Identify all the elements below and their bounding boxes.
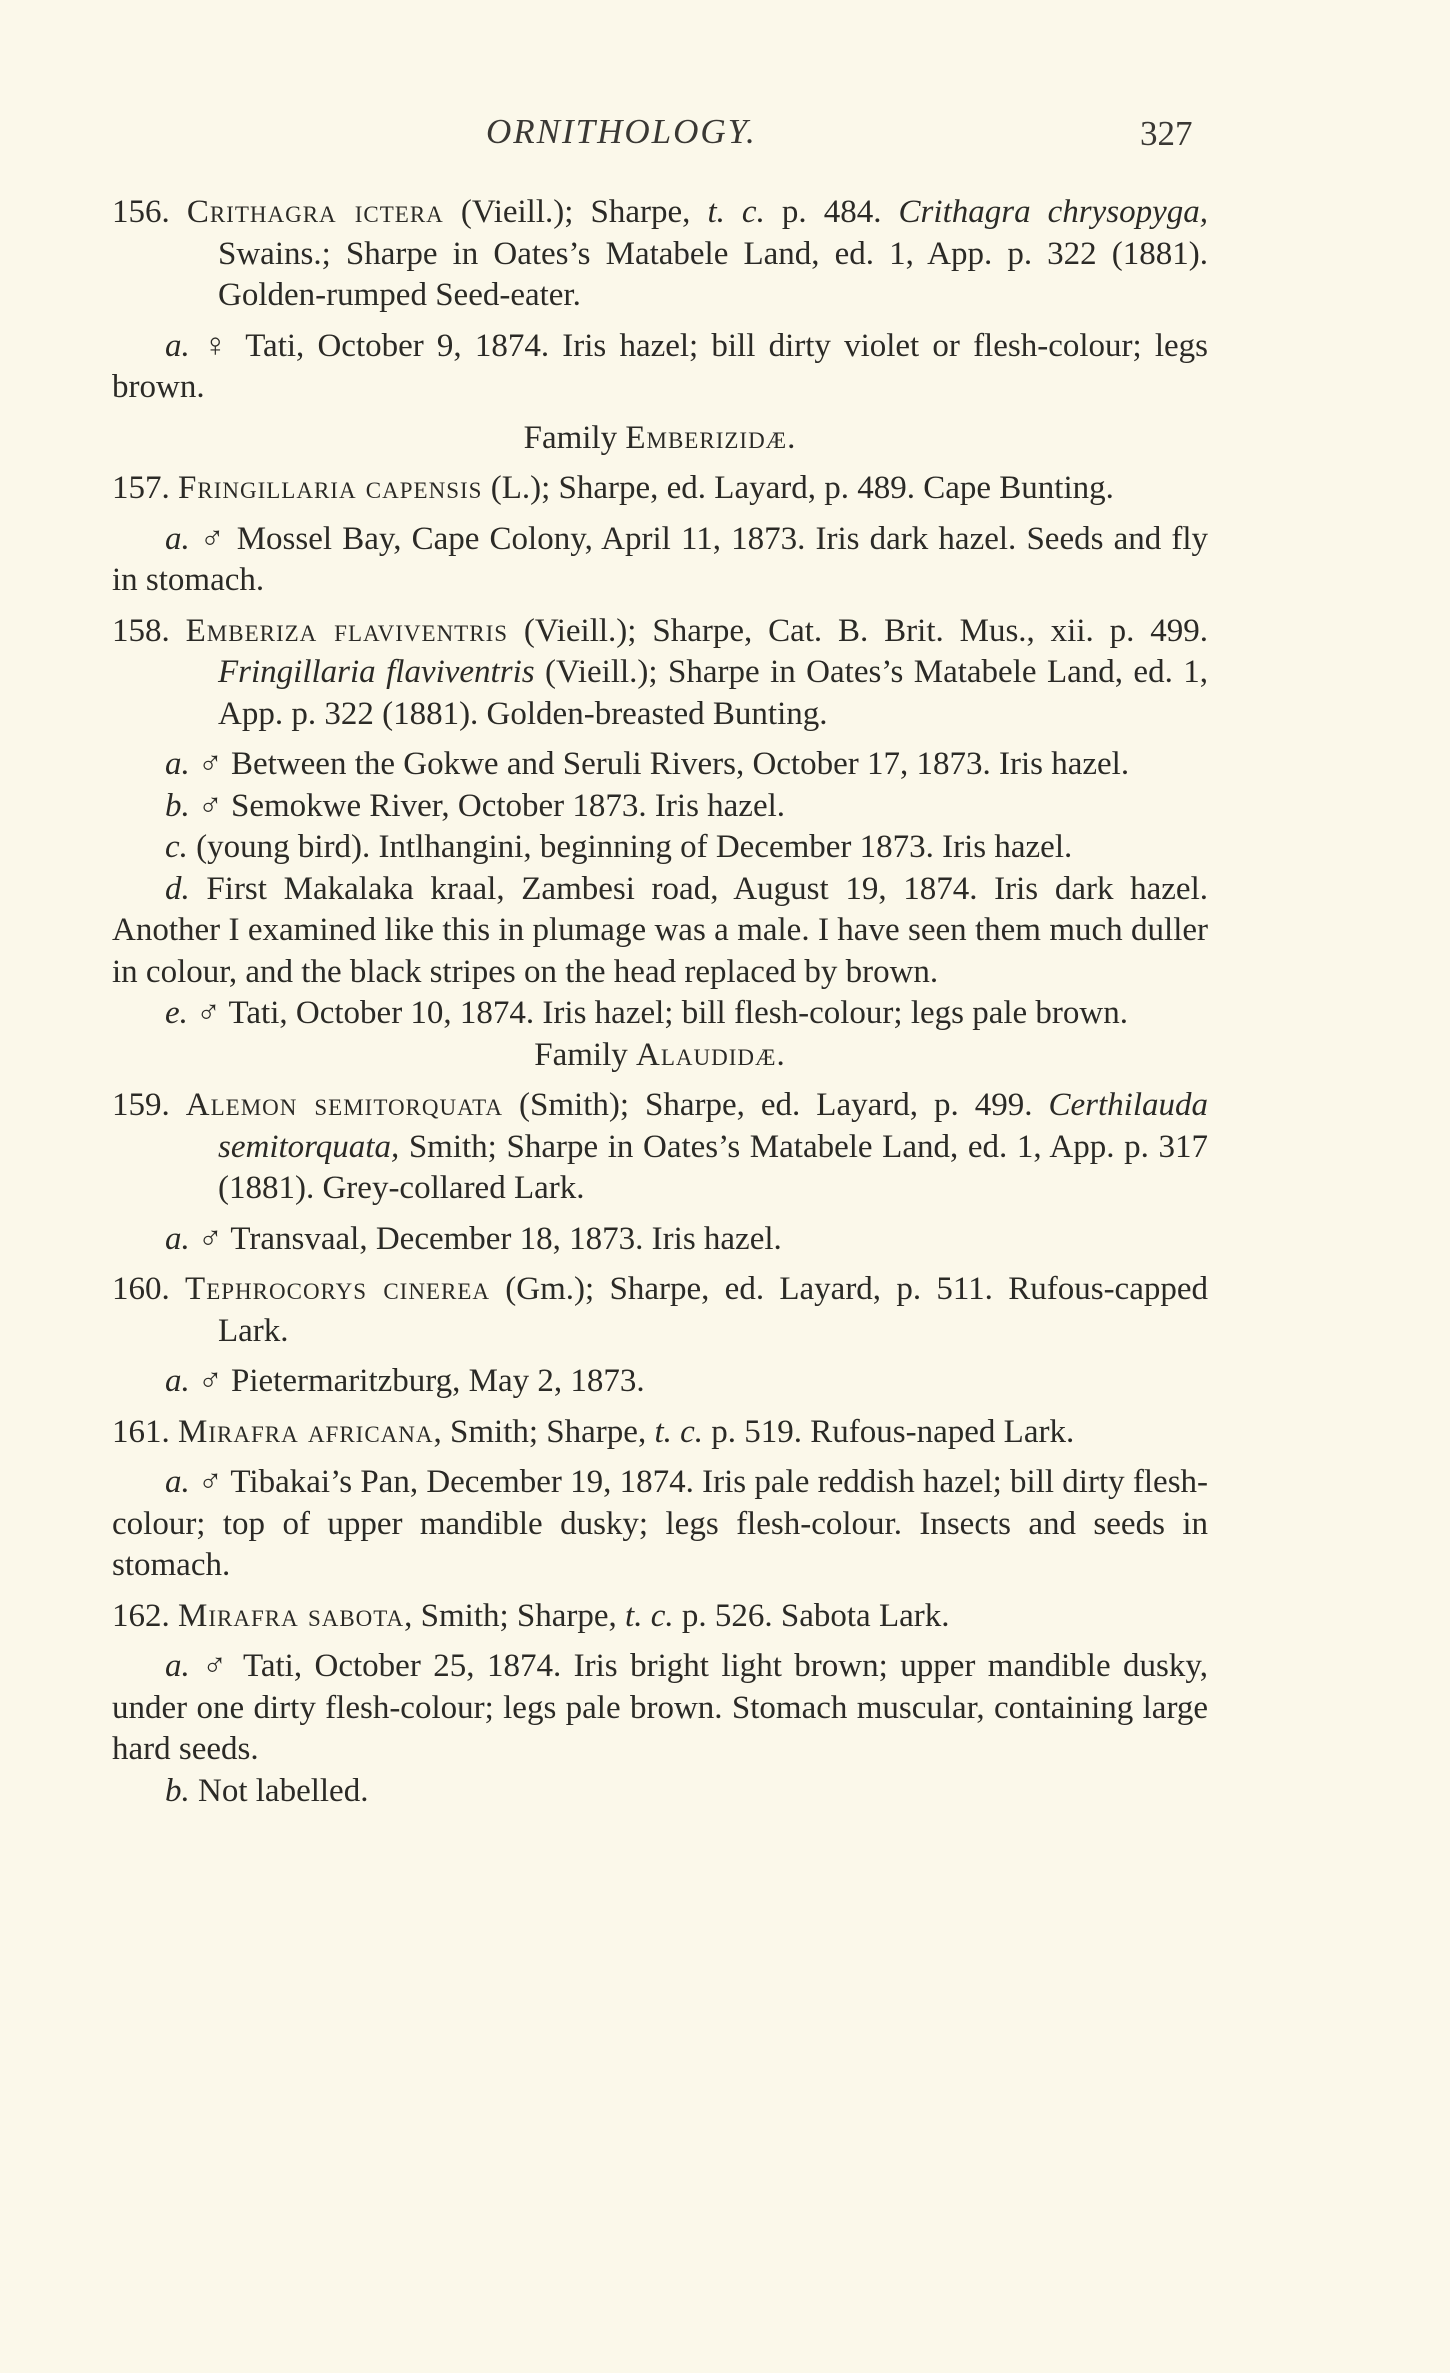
species-name: Alemon semitorquata <box>185 1087 504 1123</box>
specimen-record <box>112 1771 1208 1813</box>
species-name: Crithagra ictera <box>186 194 444 230</box>
specimen-record <box>112 1646 1208 1771</box>
specimen-record <box>112 1219 1208 1261</box>
specimen-letter: a. <box>165 1220 190 1257</box>
entry-text: (Gm.); Sharpe, ed. Layard, p. 511. Rufous-capped Lark. <box>218 1271 1208 1349</box>
specimen-text: Between the Gokwe and Seruli Rivers, October 17, 1873. Iris hazel. <box>222 746 1130 782</box>
entry-text: (Vieill.); Sharpe, Cat. B. Brit. Mus., xii. p. 499. <box>508 612 1209 649</box>
specimen-letter: a. <box>165 1363 190 1399</box>
family-prefix: Family <box>534 1036 637 1073</box>
specimen-text: Pietermaritzburg, May 2, 1873. <box>222 1363 645 1399</box>
entry-number: 162. <box>112 1597 170 1634</box>
family-heading-alaudidae <box>112 1035 1208 1077</box>
specimen-text: First Makalaka kraal, Zambesi road, August 19, 1874. Iris dark hazel. Another I examined like this in plumage was a male. I have seen them much duller in colour, and the black stripes on the head replaced by brown. <box>112 870 1208 990</box>
specimen-text: Tati, October 10, 1874. Iris hazel; bill flesh-colour; legs pale brown. <box>220 995 1129 1031</box>
specimen-letter: a. <box>165 327 190 364</box>
entry-text: Smith; Sharpe in Oates’s Matabele Land, ed. 1, App. p. 317 (1881). Grey-collared Lark. <box>218 1128 1208 1206</box>
specimen-text: Tati, October 9, 1874. Iris hazel; bill dirty violet or flesh-colour; legs brown. <box>112 327 1209 405</box>
species-entry-162 <box>112 1596 1208 1638</box>
specimen-text: Mossel Bay, Cape Colony, April 11, 1873. Iris dark hazel. Seeds and fly in stomach. <box>112 520 1209 598</box>
running-head <box>0 112 1450 162</box>
specimen-text: (young bird). Intlhangini, beginning of December 1873. Iris hazel. <box>187 829 1073 865</box>
specimen-letter: d. <box>165 870 190 907</box>
specimen-text: Transvaal, December 18, 1873. Iris hazel. <box>222 1220 782 1257</box>
entry-text: , Smith; Sharpe, <box>404 1597 626 1634</box>
entry-text: , Smith; Sharpe, <box>433 1413 655 1450</box>
specimen-letter: a. <box>165 520 190 557</box>
text-block <box>112 192 1208 1812</box>
sex-symbol: ♂ <box>196 995 221 1031</box>
specimen-record <box>112 827 1208 869</box>
synonym-name: Fringillaria flaviventris <box>218 654 535 690</box>
entry-text: (Smith); Sharpe, ed. Layard, p. 499. <box>503 1087 1049 1123</box>
specimen-text: Tibakai’s Pan, December 19, 1874. Iris pale reddish hazel; bill dirty flesh-colour; top of upper mandible dusky; legs flesh-colour. Insects and seeds in stomach. <box>112 1464 1209 1583</box>
specimen-record <box>112 786 1208 828</box>
specimen-letter: a. <box>165 746 190 782</box>
entry-text: (Vieill.); Sharpe in Oates’s Matabele Land, ed. 1, App. p. 322 (1881). Golden-breasted Bunting. <box>218 654 1208 732</box>
sex-symbol: ♂ <box>198 1220 223 1257</box>
entry-text: p. 484. <box>764 194 899 230</box>
entry-number: 156. <box>112 194 170 230</box>
specimen-letter: c. <box>165 829 188 865</box>
specimen-text: Not labelled. <box>189 1772 369 1809</box>
specimen-record <box>112 1361 1208 1403</box>
family-name: Alaudidæ. <box>636 1036 786 1073</box>
species-entry-159 <box>112 1085 1208 1210</box>
sex-symbol: ♀ <box>202 327 233 364</box>
species-entry-157 <box>112 468 1208 510</box>
specimen-record <box>112 519 1208 602</box>
page-number: 327 <box>1140 114 1193 153</box>
entry-number: 159. <box>112 1087 170 1123</box>
specimen-record <box>112 869 1208 994</box>
entry-number: 160. <box>112 1271 170 1307</box>
entry-text: Swains.; Sharpe in Oates’s Matabele Land, ed. 1, App. p. 322 (1881). Golden-rumped Seed-eater. <box>218 235 1208 313</box>
family-heading-emberizidae <box>112 418 1208 460</box>
reference-abbrev: t. c. <box>625 1597 674 1634</box>
entry-text: (L.); Sharpe, ed. Layard, p. 489. Cape Bunting. <box>482 470 1114 506</box>
species-name: Emberiza flaviventris <box>185 612 509 649</box>
specimen-record <box>112 326 1208 409</box>
running-title: ORNITHOLOGY. <box>486 112 757 151</box>
specimen-text: Tati, October 25, 1874. Iris bright light brown; upper mandible dusky, under one dirty flesh-colour; legs pale brown. Stomach muscular, containing large hard seeds. <box>112 1648 1209 1767</box>
sex-symbol: ♂ <box>198 1464 223 1500</box>
specimen-letter: b. <box>165 787 190 824</box>
entry-number: 157. <box>112 470 170 506</box>
species-name: Mirafra africana <box>178 1413 434 1450</box>
species-name: Fringillaria capensis <box>178 470 483 506</box>
entry-text: p. 526. Sabota Lark. <box>673 1597 950 1634</box>
sex-symbol: ♂ <box>198 746 223 782</box>
species-name: Tephrocorys cinerea <box>185 1271 490 1307</box>
synonym-name: Certhilauda semitorquata, <box>218 1087 1209 1165</box>
species-entry-158 <box>112 611 1208 736</box>
entry-number: 158. <box>112 612 170 649</box>
sex-symbol: ♂ <box>198 787 223 824</box>
species-name: Mirafra sabota <box>178 1597 405 1634</box>
reference-abbrev: t. c. <box>654 1413 704 1450</box>
species-entry-156 <box>112 192 1208 317</box>
sex-symbol: ♂ <box>198 1363 223 1399</box>
entry-text: p. 519. Rufous-naped Lark. <box>703 1413 1075 1450</box>
specimen-record <box>112 993 1208 1035</box>
specimen-letter: a. <box>165 1464 190 1500</box>
specimen-letter: b. <box>165 1772 190 1809</box>
specimen-letter: a. <box>165 1648 190 1684</box>
species-entry-161 <box>112 1412 1208 1454</box>
specimen-letter: e. <box>165 995 188 1031</box>
sex-symbol: ♂ <box>199 520 227 557</box>
specimen-record <box>112 1462 1208 1587</box>
entry-text: (Vieill.); Sharpe, <box>443 194 708 230</box>
family-prefix: Family <box>523 419 626 456</box>
family-name: Emberizidæ. <box>625 419 797 456</box>
entry-number: 161. <box>112 1413 170 1450</box>
species-entry-160 <box>112 1269 1208 1352</box>
synonym-name: Crithagra chrysopyga, <box>898 194 1209 230</box>
sex-symbol: ♂ <box>202 1648 232 1684</box>
specimen-text: Semokwe River, October 1873. Iris hazel. <box>222 787 786 824</box>
reference-abbrev: t. c. <box>707 194 765 230</box>
specimen-record <box>112 744 1208 786</box>
